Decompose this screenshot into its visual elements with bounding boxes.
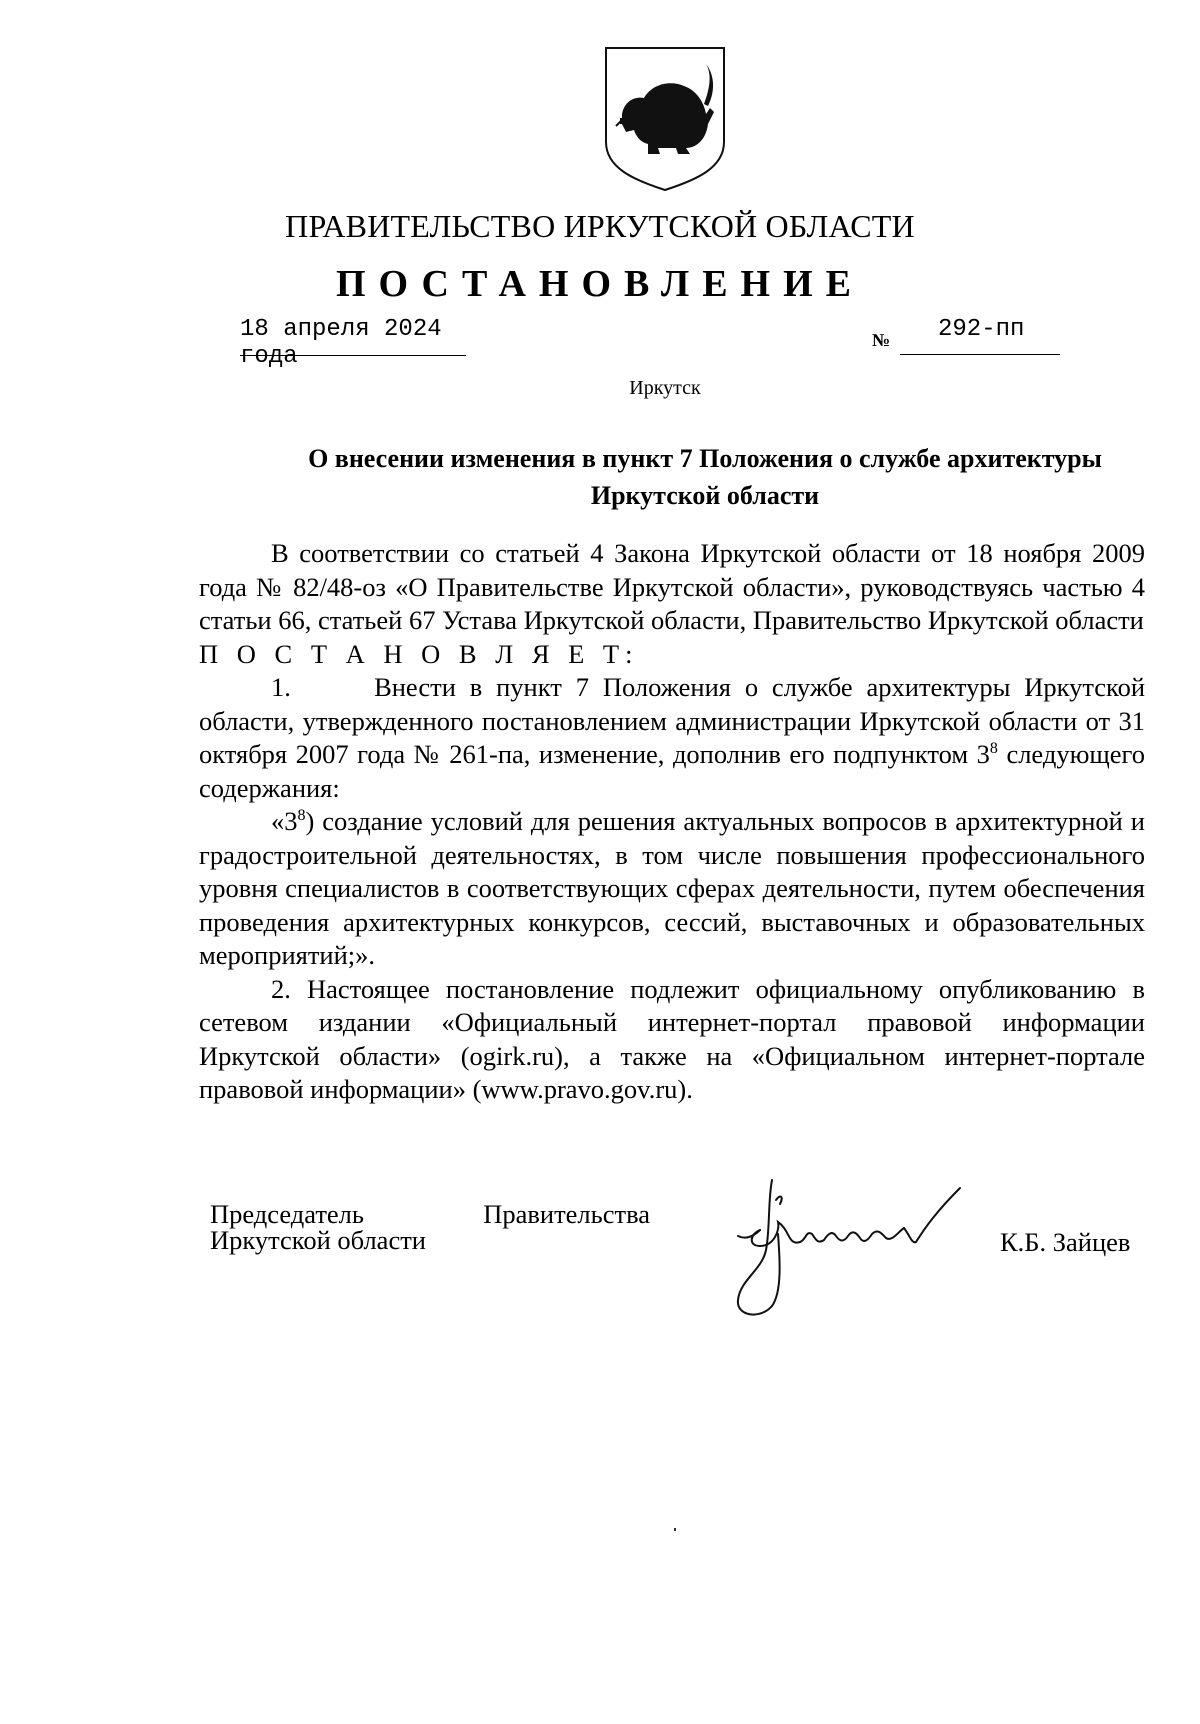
document-title xyxy=(240,440,1170,514)
quote-open: «3 xyxy=(271,806,298,836)
preamble: В соответствии со статьей 4 Закона Иркутской области от 18 ноября 2009 года № 82/48-оз «О Правительстве Иркутской области», руководствуясь частью 4 статьи 66, статьей 67 Устава Иркутской области, Правительство Иркутской области xyxy=(199,538,1145,635)
position-word-2: Правительства xyxy=(483,1199,650,1229)
item-1-text: Внести в пункт 7 Положения о службе архитектуры Иркутской области, утвержденного постановлением администрации Иркутской области от 31 октября 2007 года № 261-па, изменение, дополнив его подпунктом 3 xyxy=(199,672,1146,769)
item-1-tail: следующего содержания: xyxy=(199,739,1145,803)
number-sign: № xyxy=(872,330,891,350)
organization-name: ПРАВИТЕЛЬСТВО ИРКУТСКОЙ ОБЛАСТИ xyxy=(285,208,915,244)
document-body xyxy=(199,537,1145,1107)
signature-icon xyxy=(720,1170,980,1320)
document-type: ПОСТАНОВЛЕНИЕ xyxy=(335,263,865,305)
resolves-heading: П О С Т А Н О В Л Я Е Т: xyxy=(199,638,639,669)
document-number: 292-пп xyxy=(938,316,1025,343)
item-2: 2. Настоящее постановление подлежит официальному опубликованию в сетевом издании «Официальный интернет-портал правовой информации Иркутской области» (ogirk.ru), а также на «Официальном интернет-портале правовой информации» (www.pravo.gov.ru). xyxy=(199,973,1145,1104)
number-underline xyxy=(900,354,1060,355)
quote-text: ) создание условий для решения актуальных вопросов в архитектурной и градостроительной деятельностях, в том числе повышения профессионального уровня специалистов в соответствующих сферах деятельности, путем обеспечения проведения архитектурных конкурсов, сессий, выставочных и образовательных мероприятий;». xyxy=(199,806,1145,970)
quote-superscript: 8 xyxy=(297,807,306,825)
position-line-2: Иркутской области xyxy=(210,1225,426,1255)
coat-of-arms-icon xyxy=(600,44,730,194)
scan-speck xyxy=(674,1528,676,1531)
signatory-position xyxy=(210,1201,650,1253)
position-word-1: Председатель xyxy=(210,1199,364,1229)
city: Иркутск xyxy=(629,377,701,399)
item-1-number: 1. xyxy=(271,672,291,702)
quoted-subitem xyxy=(199,805,1145,973)
date-underline xyxy=(240,355,466,356)
item-1-superscript: 8 xyxy=(989,740,998,758)
title-line-1: О внесении изменения в пункт 7 Положения о службе архитектуры xyxy=(308,444,1102,473)
document-date: 18 апреля 2024 года xyxy=(240,316,442,370)
signatory-name: К.Б. Зайцев xyxy=(1000,1227,1131,1257)
item-1 xyxy=(199,671,1145,805)
title-line-2: Иркутской области xyxy=(590,481,820,510)
